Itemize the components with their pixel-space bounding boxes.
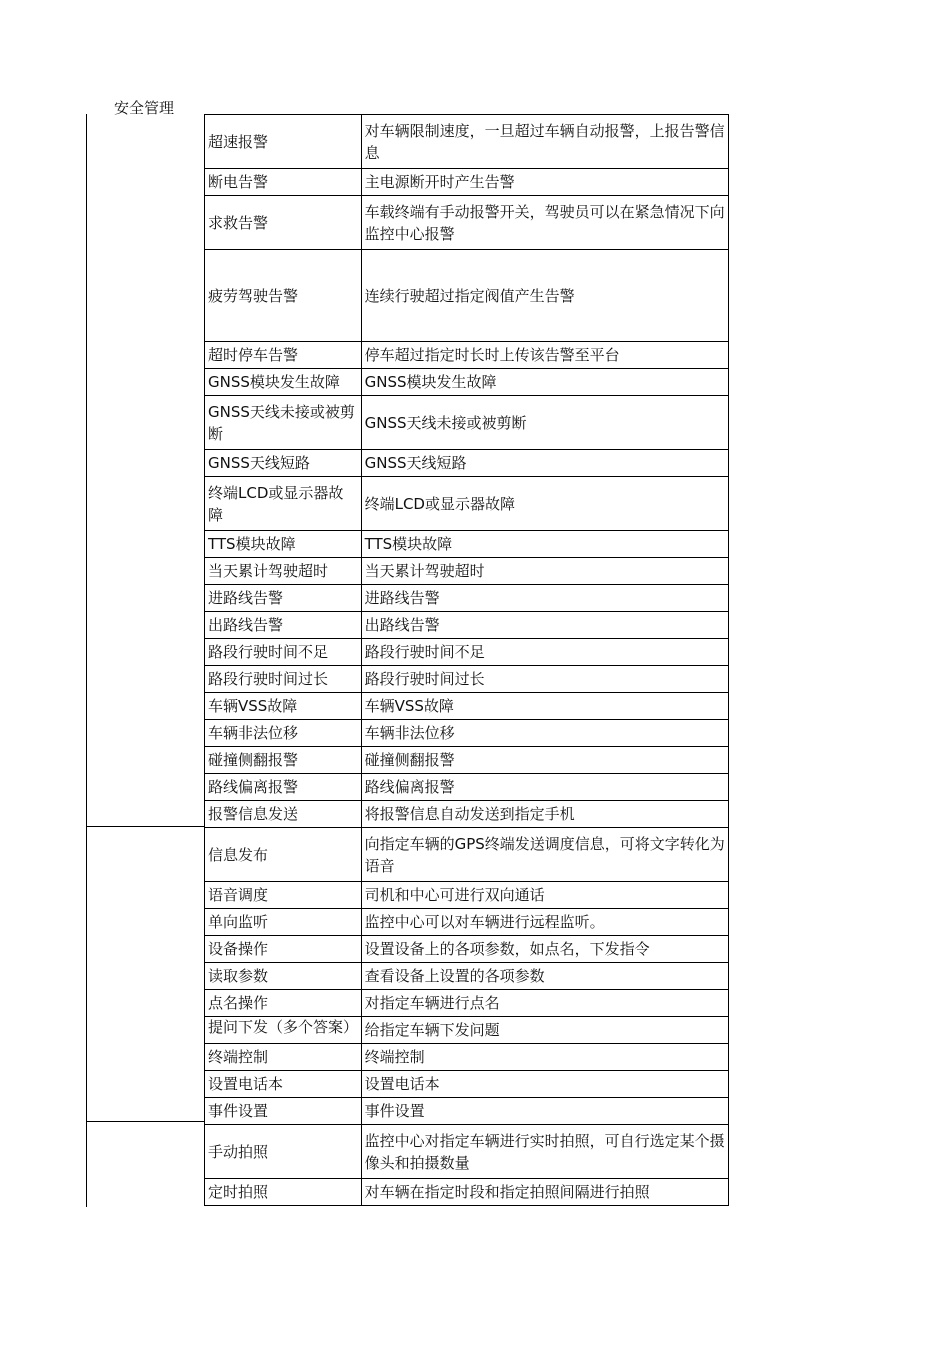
table-row [205, 477, 729, 531]
feature-description-cell: 车载终端有手动报警开关，驾驶员可以在紧急情况下向监控中心报警 [361, 196, 728, 250]
feature-name-cell: GNSS天线未接或被剪断 [205, 396, 362, 450]
feature-name-cell: 设置电话本 [205, 1071, 362, 1098]
table-row [205, 963, 729, 990]
feature-description-cell: 连续行驶超过指定阀值产生告警 [361, 250, 728, 342]
table-row [205, 169, 729, 196]
table-row [205, 990, 729, 1017]
feature-name-cell: 手动拍照 [205, 1125, 362, 1179]
feature-name-cell: 超时停车告警 [205, 342, 362, 369]
feature-description-cell: TTS模块故障 [361, 531, 728, 558]
table-row [205, 1179, 729, 1206]
table-row [205, 1098, 729, 1125]
feature-name-cell: 车辆非法位移 [205, 720, 362, 747]
feature-name-cell: 碰撞侧翻报警 [205, 747, 362, 774]
table-row [205, 1017, 729, 1044]
table-row [205, 1125, 729, 1179]
feature-name-cell: 出路线告警 [205, 612, 362, 639]
table-row [205, 828, 729, 882]
table-row [205, 369, 729, 396]
table-row [205, 666, 729, 693]
feature-description-cell: 司机和中心可进行双向通话 [361, 882, 728, 909]
table-row [205, 585, 729, 612]
feature-name-cell: 路段行驶时间不足 [205, 639, 362, 666]
table-row [205, 747, 729, 774]
table-row [205, 612, 729, 639]
feature-description-cell: 当天累计驾驶超时 [361, 558, 728, 585]
table-row [205, 1071, 729, 1098]
table-row [205, 909, 729, 936]
feature-name-cell: 终端LCD或显示器故障 [205, 477, 362, 531]
feature-description-cell: 碰撞侧翻报警 [361, 747, 728, 774]
feature-name-cell: GNSS天线短路 [205, 450, 362, 477]
feature-name-cell: 事件设置 [205, 1098, 362, 1125]
table-row [205, 1044, 729, 1071]
table-row [205, 801, 729, 828]
feature-name-cell: 进路线告警 [205, 585, 362, 612]
table-row [205, 531, 729, 558]
feature-name-cell: 读取参数 [205, 963, 362, 990]
feature-name-cell: 报警信息发送 [205, 801, 362, 828]
feature-description-cell: 设置设备上的各项参数，如点名，下发指令 [361, 936, 728, 963]
feature-description-cell: 进路线告警 [361, 585, 728, 612]
table-row [205, 720, 729, 747]
feature-name-cell: 语音调度 [205, 882, 362, 909]
feature-name-cell: 求救告警 [205, 196, 362, 250]
table-row [205, 396, 729, 450]
feature-description-cell: 路段行驶时间过长 [361, 666, 728, 693]
feature-name-cell: 超速报警 [205, 115, 362, 169]
feature-name-cell: 断电告警 [205, 169, 362, 196]
feature-name-cell: 车辆VSS故障 [205, 693, 362, 720]
feature-description-cell: 车辆非法位移 [361, 720, 728, 747]
feature-name-cell: GNSS模块发生故障 [205, 369, 362, 396]
section-title: 安全管理 [114, 99, 175, 117]
table-row [205, 936, 729, 963]
group-divider-2 [86, 1121, 204, 1122]
feature-description-cell: 查看设备上设置的各项参数 [361, 963, 728, 990]
feature-name-cell: 定时拍照 [205, 1179, 362, 1206]
feature-name-cell: 路段行驶时间过长 [205, 666, 362, 693]
group-divider-1 [86, 826, 204, 827]
feature-description-cell: 设置电话本 [361, 1071, 728, 1098]
group-left-border [86, 114, 87, 1207]
feature-description-cell: GNSS模块发生故障 [361, 369, 728, 396]
feature-name-cell: 路线偏离报警 [205, 774, 362, 801]
feature-table-body [205, 115, 729, 1206]
feature-name-cell: 设备操作 [205, 936, 362, 963]
feature-description-cell: 车辆VSS故障 [361, 693, 728, 720]
feature-name-cell: 单向监听 [205, 909, 362, 936]
table-row [205, 882, 729, 909]
feature-description-cell: 将报警信息自动发送到指定手机 [361, 801, 728, 828]
feature-description-cell: 路段行驶时间不足 [361, 639, 728, 666]
table-row [205, 250, 729, 342]
feature-name-cell: 当天累计驾驶超时 [205, 558, 362, 585]
feature-description-cell: 停车超过指定时长时上传该告警至平台 [361, 342, 728, 369]
feature-description-cell: 向指定车辆的GPS终端发送调度信息，可将文字转化为语音 [361, 828, 728, 882]
table-row [205, 115, 729, 169]
feature-table-wrapper [204, 114, 729, 1206]
feature-name-cell: 终端控制 [205, 1044, 362, 1071]
feature-description-cell: 终端LCD或显示器故障 [361, 477, 728, 531]
table-row [205, 196, 729, 250]
table-row [205, 342, 729, 369]
feature-description-cell: 监控中心可以对车辆进行远程监听。 [361, 909, 728, 936]
table-row [205, 774, 729, 801]
feature-description-cell: 对指定车辆进行点名 [361, 990, 728, 1017]
table-row [205, 639, 729, 666]
table-row [205, 558, 729, 585]
feature-description-cell: GNSS天线短路 [361, 450, 728, 477]
feature-name-cell: 点名操作 [205, 990, 362, 1017]
feature-description-cell: GNSS天线未接或被剪断 [361, 396, 728, 450]
feature-name-cell: 信息发布 [205, 828, 362, 882]
feature-description-cell: 终端控制 [361, 1044, 728, 1071]
feature-description-cell: 给指定车辆下发问题 [361, 1017, 728, 1044]
feature-description-cell: 路线偏离报警 [361, 774, 728, 801]
feature-description-cell: 监控中心对指定车辆进行实时拍照，可自行选定某个摄像头和拍摄数量 [361, 1125, 728, 1179]
feature-description-cell: 主电源断开时产生告警 [361, 169, 728, 196]
table-row [205, 693, 729, 720]
feature-name-cell: 提问下发（多个答案） [205, 1017, 362, 1044]
feature-description-cell: 对车辆在指定时段和指定拍照间隔进行拍照 [361, 1179, 728, 1206]
table-row [205, 450, 729, 477]
feature-description-cell: 事件设置 [361, 1098, 728, 1125]
feature-description-cell: 对车辆限制速度，一旦超过车辆自动报警，上报告警信息 [361, 115, 728, 169]
feature-name-cell: TTS模块故障 [205, 531, 362, 558]
feature-table [204, 114, 729, 1206]
feature-name-cell: 疲劳驾驶告警 [205, 250, 362, 342]
feature-description-cell: 出路线告警 [361, 612, 728, 639]
